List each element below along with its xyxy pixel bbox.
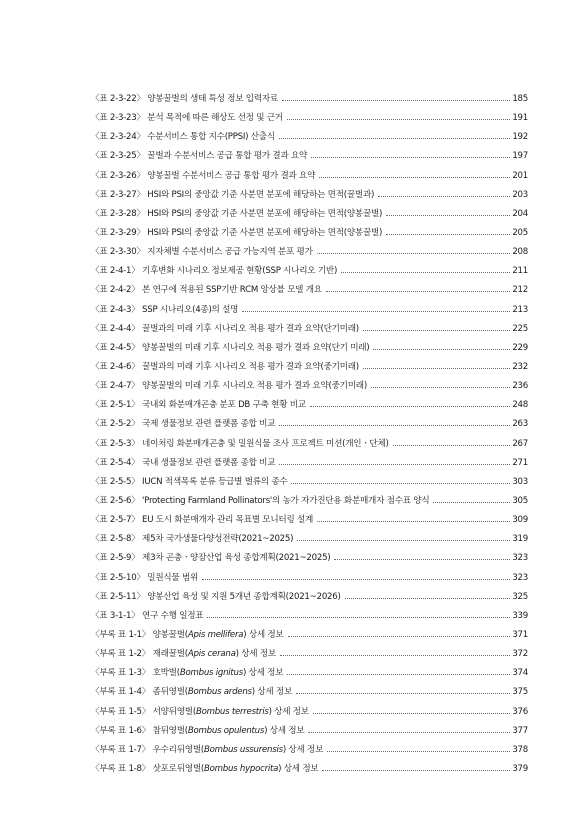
toc-entry-scientific-name: Bombus hypocrita — [204, 763, 279, 774]
toc-entry-label: 〈표 2-4-4〉 꿀벌과의 미래 기후 시나리오 적용 평가 결과 요약(단기미래) — [91, 323, 359, 334]
toc-leader-dots — [296, 693, 510, 694]
toc-entry-suffix: ) 상세 정보 — [278, 763, 319, 774]
toc-entry-title — [91, 551, 332, 563]
toc-entry-scientific-name: Bombus opulentus — [187, 725, 265, 736]
toc-entry[interactable] — [91, 724, 528, 743]
toc-entry-title — [91, 130, 277, 142]
toc-entry[interactable] — [91, 705, 528, 724]
toc-leader-dots — [326, 291, 510, 292]
toc-page-number: 229 — [512, 342, 528, 353]
toc-entry[interactable] — [91, 245, 528, 264]
toc-leader-dots — [291, 483, 510, 484]
toc-entry-title — [91, 417, 277, 429]
toc-leader-dots — [373, 349, 510, 350]
toc-entry-title — [91, 379, 369, 391]
toc-entry[interactable] — [91, 207, 528, 226]
toc-entry-title — [91, 283, 324, 295]
toc-page-number: 271 — [512, 457, 528, 468]
toc-entry[interactable] — [91, 111, 528, 130]
toc-page-number: 211 — [512, 266, 528, 277]
toc-entry-scientific-name: Bombus ussurensis — [204, 744, 283, 755]
toc-leader-dots — [327, 751, 510, 752]
toc-entry-title — [91, 226, 384, 238]
toc-entry-label: 〈표 2-4-1〉 기후변화 시나리오 정보제공 현황(SSP 시나리오 기반) — [91, 266, 338, 277]
toc-entry-label: 〈표 2-3-24〉 수분서비스 통합 지수(PPSI) 산출식 — [91, 132, 275, 143]
toc-entry[interactable] — [91, 341, 528, 360]
toc-page-number: 325 — [512, 591, 528, 602]
toc-leader-dots — [279, 425, 510, 426]
toc-leader-dots — [313, 713, 510, 714]
toc-page-number: 208 — [512, 247, 528, 258]
toc-entry[interactable] — [91, 303, 528, 322]
toc-entry-label: 〈표 2-4-7〉 양봉꿀벌의 미래 기후 시나리오 적용 평가 결과 요약(중기미래) — [91, 381, 367, 392]
toc-entry[interactable] — [91, 322, 528, 341]
toc-page-number: 267 — [512, 438, 528, 449]
toc-entry-scientific-name: Bombus ignitus — [179, 668, 243, 679]
toc-leader-dots — [280, 655, 510, 656]
toc-leader-dots — [282, 100, 510, 101]
toc-entry-title — [91, 513, 315, 525]
toc-entry-title — [91, 532, 295, 544]
toc-page-number: 371 — [512, 629, 528, 640]
toc-entry-label: 〈부록 표 1-7〉 우수리뒤영벌( — [91, 744, 204, 755]
toc-entry-scientific-name: Apis cerana — [187, 649, 236, 660]
toc-entry-title — [91, 207, 384, 219]
toc-entry-label: 〈표 2-4-2〉 본 연구에 적용된 SSP기반 RCM 앙상블 모델 개요 — [91, 285, 322, 296]
toc-entry-title — [91, 724, 306, 736]
toc-leader-dots — [287, 674, 510, 675]
toc-entry[interactable] — [91, 226, 528, 245]
toc-entry[interactable] — [91, 743, 528, 762]
toc-entry-label: 〈표 2-4-5〉 양봉꿀벌의 미래 기후 시나리오 적용 평가 결과 요약(단기 미래) — [91, 342, 370, 353]
toc-entry[interactable] — [91, 551, 528, 570]
toc-entry[interactable] — [91, 647, 528, 666]
toc-entry-title — [91, 360, 361, 372]
toc-entry-title — [91, 743, 325, 755]
toc-page-number: 303 — [512, 476, 528, 487]
toc-entry-title — [91, 264, 339, 276]
toc-leader-dots — [378, 196, 510, 197]
toc-entry[interactable] — [91, 475, 528, 494]
toc-entry-label: 〈표 2-3-29〉 HSI와 PSI의 중앙값 기준 사분면 분포에 해당하는 면적(양봉꿀벌) — [91, 227, 383, 238]
toc-entry[interactable] — [91, 149, 528, 168]
toc-entry[interactable] — [91, 532, 528, 551]
toc-leader-dots — [317, 253, 510, 254]
toc-leader-dots — [334, 559, 510, 560]
toc-entry-label: 〈부록 표 1-5〉 서양뒤영벌( — [91, 706, 196, 717]
toc-page-number: 319 — [512, 534, 528, 545]
toc-page-number: 236 — [512, 381, 528, 392]
toc-entry-label: 〈표 2-3-28〉 HSI와 PSI의 중앙값 기준 사분면 분포에 해당하는 면적(양봉꿀벌) — [91, 208, 383, 219]
toc-entry-label: 〈표 2-3-25〉 꿀벌과 수분서비스 공급 통합 평가 결과 요약 — [91, 151, 308, 162]
toc-entry-title — [91, 303, 240, 315]
toc-leader-dots — [202, 579, 510, 580]
toc-page-number: 204 — [512, 208, 528, 219]
toc-entry[interactable] — [91, 379, 528, 398]
toc-leader-dots — [363, 330, 510, 331]
toc-entry[interactable] — [91, 264, 528, 283]
toc-entry-title — [91, 705, 311, 717]
toc-entry-suffix: ) 상세 정보 — [282, 744, 324, 755]
toc-leader-dots — [207, 617, 510, 618]
toc-entry-label: 〈표 2-3-26〉 양봉꿀벌 수분서비스 공급 통합 평가 결과 요약 — [91, 170, 316, 181]
toc-page-number: 212 — [512, 285, 528, 296]
toc-leader-dots — [433, 502, 510, 503]
toc-page-number: 248 — [512, 400, 528, 411]
toc-entry-title — [91, 571, 200, 583]
toc-entry-label: 〈표 2-3-23〉 분석 목적에 따른 해상도 선정 및 근거 — [91, 113, 283, 124]
toc-entry-title — [91, 456, 277, 468]
toc-leader-dots — [341, 272, 510, 273]
toc-entry-label: 〈표 2-5-11〉 양봉산업 육성 및 지원 5개년 종합계획(2021~2026) — [91, 591, 341, 602]
toc-entry-label: 〈표 2-4-6〉 꿀벌과의 미래 기후 시나리오 적용 평가 결과 요약(중기미래) — [91, 361, 359, 372]
toc-entry[interactable] — [91, 92, 528, 111]
toc-entry[interactable] — [91, 571, 528, 590]
toc-page-number: 191 — [512, 113, 528, 124]
toc-page-number: 305 — [512, 495, 528, 506]
toc-page-number: 379 — [512, 763, 528, 774]
toc-page-number: 197 — [512, 151, 528, 162]
toc-page-number: 339 — [512, 610, 528, 621]
toc-page-number: 372 — [512, 649, 528, 660]
toc-page-number: 205 — [512, 227, 528, 238]
toc-entry[interactable] — [91, 685, 528, 704]
toc-entry-title — [91, 398, 308, 410]
toc-entry-label: 〈부록 표 1-1〉 양봉꿀벌( — [91, 629, 188, 640]
toc-page-number: 376 — [512, 706, 528, 717]
toc-entry-title — [91, 169, 317, 181]
toc-page-number: 323 — [512, 553, 528, 564]
toc-entry[interactable] — [91, 628, 528, 647]
toc-leader-dots — [393, 445, 510, 446]
toc-page-number: 201 — [512, 170, 528, 181]
toc-page-number: 185 — [512, 94, 528, 104]
toc-leader-dots — [345, 598, 510, 599]
toc-entry-label: 〈표 2-5-6〉 'Protecting Farmland Pollinators'의 농가 자가진단용 화분매개자 점수표 양식 — [91, 495, 430, 506]
toc-entry-title — [91, 111, 285, 123]
table-of-contents — [91, 92, 528, 781]
toc-entry-label: 〈표 2-3-22〉 양봉꿀벌의 생태 특성 정보 입력자료 — [91, 94, 278, 104]
toc-entry-suffix: ) 상세 정보 — [243, 629, 284, 640]
toc-leader-dots — [322, 770, 510, 771]
toc-entry[interactable] — [91, 417, 528, 436]
toc-leader-dots — [319, 177, 510, 178]
toc-entry-title — [91, 494, 431, 506]
toc-entry-label: 〈부록 표 1-2〉 재래꿀벌( — [91, 649, 188, 660]
toc-entry[interactable] — [91, 590, 528, 609]
toc-entry-title — [91, 475, 289, 487]
toc-page-number: 378 — [512, 744, 528, 755]
toc-leader-dots — [386, 234, 510, 235]
toc-entry[interactable] — [91, 437, 528, 456]
toc-entry-suffix: ) 상세 정보 — [264, 725, 305, 736]
toc-entry-label: 〈표 2-5-10〉 밀원식물 범위 — [91, 572, 199, 583]
toc-entry-label: 〈부록 표 1-4〉 좀뒤영벌( — [91, 687, 188, 698]
toc-entry[interactable] — [91, 609, 528, 628]
toc-entry-title — [91, 92, 280, 104]
toc-page-number: 374 — [512, 668, 528, 679]
toc-entry-scientific-name: Bombus terrestris — [195, 706, 269, 717]
toc-entry-label: 〈표 2-5-4〉 국내 생물정보 관련 플랫폼 종합 비교 — [91, 457, 276, 468]
toc-entry-label: 〈부록 표 1-6〉 참뒤영벌( — [91, 725, 188, 736]
toc-page-number: 263 — [512, 419, 528, 430]
toc-leader-dots — [279, 464, 510, 465]
toc-entry-title — [91, 628, 286, 640]
toc-entry-suffix: ) 상세 정보 — [242, 668, 284, 679]
toc-page-number: 375 — [512, 687, 528, 698]
toc-leader-dots — [386, 215, 510, 216]
toc-entry-title — [91, 590, 343, 602]
toc-entry-label: 〈표 2-5-5〉 IUCN 적색목록 분류 등급별 벌류의 종수 — [91, 476, 288, 487]
toc-entry-label: 〈표 2-5-2〉 국제 생물정보 관련 플랫폼 종합 비교 — [91, 419, 276, 430]
toc-entry-label: 〈표 2-5-1〉 국내외 화분매개곤충 분포 DB 구축 현황 비교 — [91, 400, 306, 411]
toc-entry[interactable] — [91, 456, 528, 475]
toc-entry-title — [91, 322, 361, 334]
toc-entry-label: 〈표 2-3-27〉 HSI와 PSI의 중앙값 기준 사분면 분포에 해당하는 면적(꿀벌과) — [91, 189, 375, 200]
toc-leader-dots — [311, 157, 510, 158]
toc-entry-title — [91, 437, 391, 449]
toc-leader-dots — [310, 406, 510, 407]
toc-entry[interactable] — [91, 494, 528, 513]
toc-entry[interactable] — [91, 283, 528, 302]
toc-leader-dots — [297, 540, 510, 541]
toc-page-number: 213 — [512, 304, 528, 315]
toc-leader-dots — [242, 311, 510, 312]
toc-entry-label: 〈부록 표 1-8〉 삿포로뒤영벌( — [91, 763, 204, 774]
toc-leader-dots — [308, 732, 510, 733]
toc-entry-label: 〈부록 표 1-3〉 호박벌( — [91, 668, 180, 679]
toc-entry-scientific-name: Apis mellifera — [187, 629, 244, 640]
toc-leader-dots — [371, 387, 510, 388]
toc-entry[interactable] — [91, 130, 528, 149]
toc-entry-label: 〈표 2-4-3〉 SSP 시나리오(4종)의 설명 — [91, 304, 239, 315]
toc-page-number: 323 — [512, 572, 528, 583]
toc-entry[interactable] — [91, 360, 528, 379]
toc-entry-label: 〈표 2-5-8〉 제5차 국가생물다양성전략(2021~2025) — [91, 534, 294, 545]
toc-entry-scientific-name: Bombus ardens — [187, 687, 252, 698]
toc-page-number: 192 — [512, 132, 528, 143]
toc-entry[interactable] — [91, 188, 528, 207]
toc-entry-label: 〈표 2-5-9〉 제3차 곤충ㆍ양잠산업 육성 종합계획(2021~2025) — [91, 553, 331, 564]
toc-entry-title — [91, 341, 371, 353]
toc-entry[interactable] — [91, 666, 528, 685]
toc-leader-dots — [279, 138, 510, 139]
toc-entry-label: 〈표 3-1-1〉 연구 수행 일정표 — [91, 610, 204, 621]
toc-page-number: 232 — [512, 361, 528, 372]
toc-entry-title — [91, 685, 294, 697]
toc-leader-dots — [317, 521, 510, 522]
toc-entry[interactable] — [91, 513, 528, 532]
toc-page-number: 203 — [512, 189, 528, 200]
toc-entry-title — [91, 245, 315, 257]
toc-page-number: 309 — [512, 515, 528, 526]
toc-entry-suffix: ) 상세 정보 — [251, 687, 293, 698]
toc-leader-dots — [288, 636, 510, 637]
toc-page-number: 225 — [512, 323, 528, 334]
toc-entry-title — [91, 666, 285, 678]
toc-leader-dots — [363, 368, 510, 369]
toc-entry-suffix: ) 상세 정보 — [235, 649, 276, 660]
toc-entry-title — [91, 149, 309, 161]
toc-entry-title — [91, 762, 320, 774]
toc-entry[interactable] — [91, 398, 528, 417]
toc-leader-dots — [287, 119, 510, 120]
toc-entry[interactable] — [91, 762, 528, 781]
toc-entry-title — [91, 647, 278, 659]
toc-entry-title — [91, 609, 205, 621]
toc-page-number: 377 — [512, 725, 528, 736]
toc-entry-suffix: ) 상세 정보 — [268, 706, 309, 717]
toc-entry[interactable] — [91, 169, 528, 188]
toc-entry-title — [91, 188, 376, 200]
toc-entry-label: 〈표 2-5-3〉 네이처링 화분매개곤충 및 밀원식물 조사 프로젝트 미션(개인ㆍ단체) — [91, 438, 389, 449]
toc-entry-label: 〈표 2-5-7〉 EU 도시 화분매개자 관리 목표별 모니터링 설계 — [91, 515, 314, 526]
toc-entry-label: 〈표 2-3-30〉 지자체별 수분서비스 공급 가능지역 분포 평가 — [91, 247, 313, 258]
